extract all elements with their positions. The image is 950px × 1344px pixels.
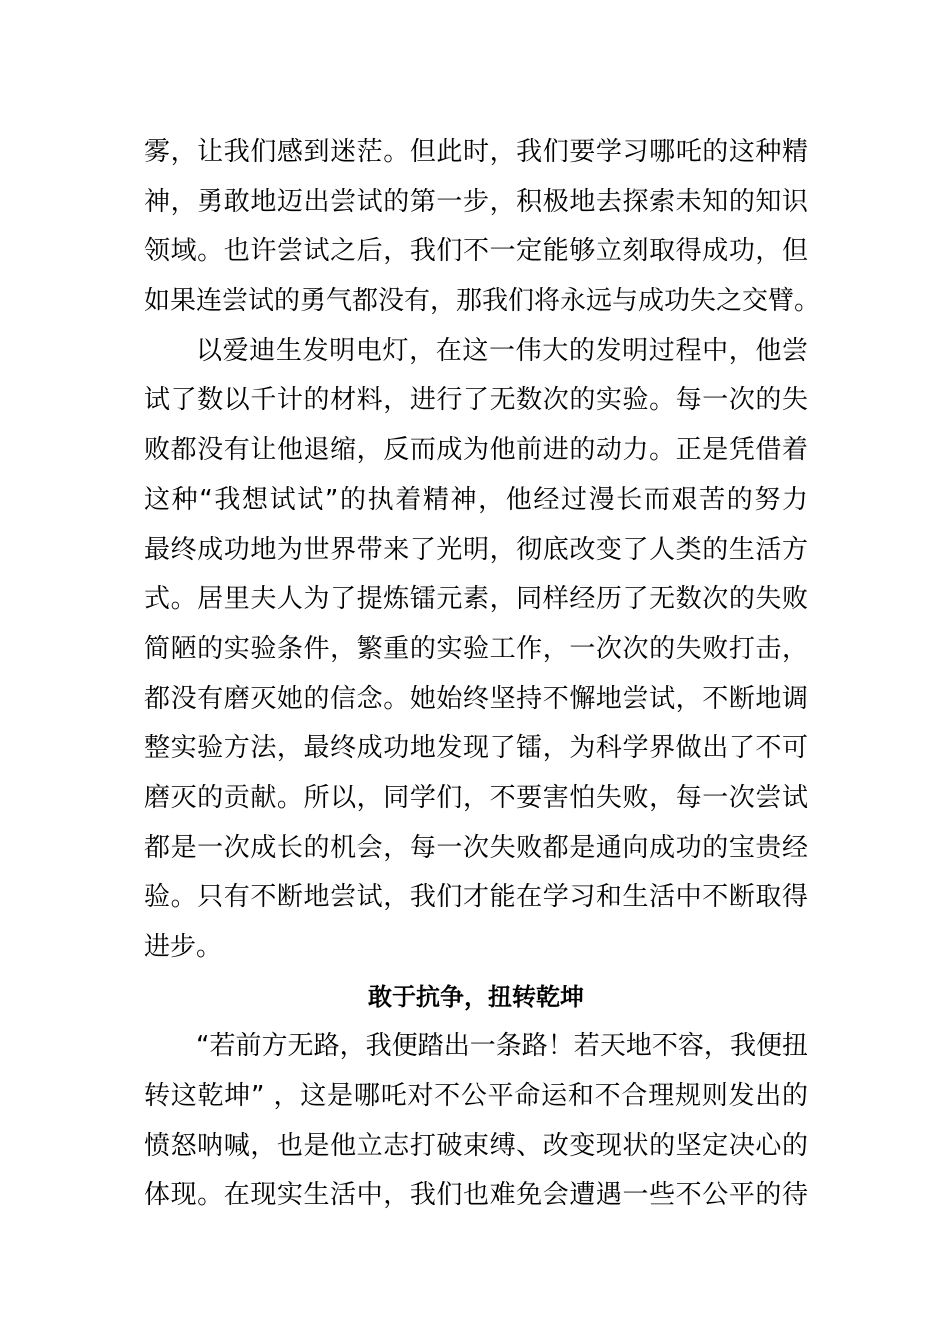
text-line: 如果连尝试的勇气都没有，那我们将永远与成功失之交臂。 [144,286,821,317]
text-line: 体现。在现实生活中，我们也难免会遭遇一些不公平的待 [144,1180,808,1211]
text-line: 都是一次成长的机会，每一次失败都是通向成功的宝贵经 [144,832,808,863]
text-line: 都没有磨灭她的信念。她始终坚持不懈地尝试，不断地调 [144,683,808,714]
text-line: 整实验方法，最终成功地发现了镭，为科学界做出了不可 [144,733,808,764]
document-body [144,128,821,1221]
text-line: 愤怒呐喊，也是他立志打破束缚、改变现状的坚定决心的 [144,1130,808,1161]
text-line: 磨灭的贡献。所以，同学们，不要害怕失败，每一次尝试 [144,782,808,813]
text-line: 最终成功地为世界带来了光明，彻底改变了人类的生活方 [144,534,808,565]
text-line: “若前方无路，我便踏出一条路！若天地不容，我便扭 [196,1031,808,1062]
text-line: 神，勇敢地迈出尝试的第一步，积极地去探索未知的知识 [144,186,808,217]
text-line: 验。只有不断地尝试，我们才能在学习和生活中不断取得 [144,882,808,913]
text-line: 式。居里夫人为了提炼镭元素，同样经历了无数次的失败 [144,584,808,615]
text-line: 进步。 [144,932,223,962]
text-line: 雾，让我们感到迷茫。但此时，我们要学习哪吒的这种精 [144,137,808,167]
text-line: 领域。也许尝试之后，我们不一定能够立刻取得成功，但 [144,236,808,267]
paragraph [144,327,808,973]
paragraph [144,128,821,327]
text-line: 以爱迪生发明电灯，在这一伟大的发明过程中，他尝 [196,335,808,366]
section-heading: 敢于抗争，扭转乾坤 [368,982,584,1011]
text-line: 简陋的实验条件，繁重的实验工作，一次次的失败打击， [144,633,808,664]
text-line: 这种“我想试试”的执着精神，他经过漫长而艰苦的努力 [144,484,808,515]
text-line: 转这乾坤” ，这是哪吒对不公平命运和不合理规则发出的 [144,1081,808,1112]
text-line: 败都没有让他退缩，反而成为他前进的动力。正是凭借着 [144,435,808,466]
paragraph [144,1022,808,1221]
text-line: 试了数以千计的材料，进行了无数次的实验。每一次的失 [144,385,808,416]
